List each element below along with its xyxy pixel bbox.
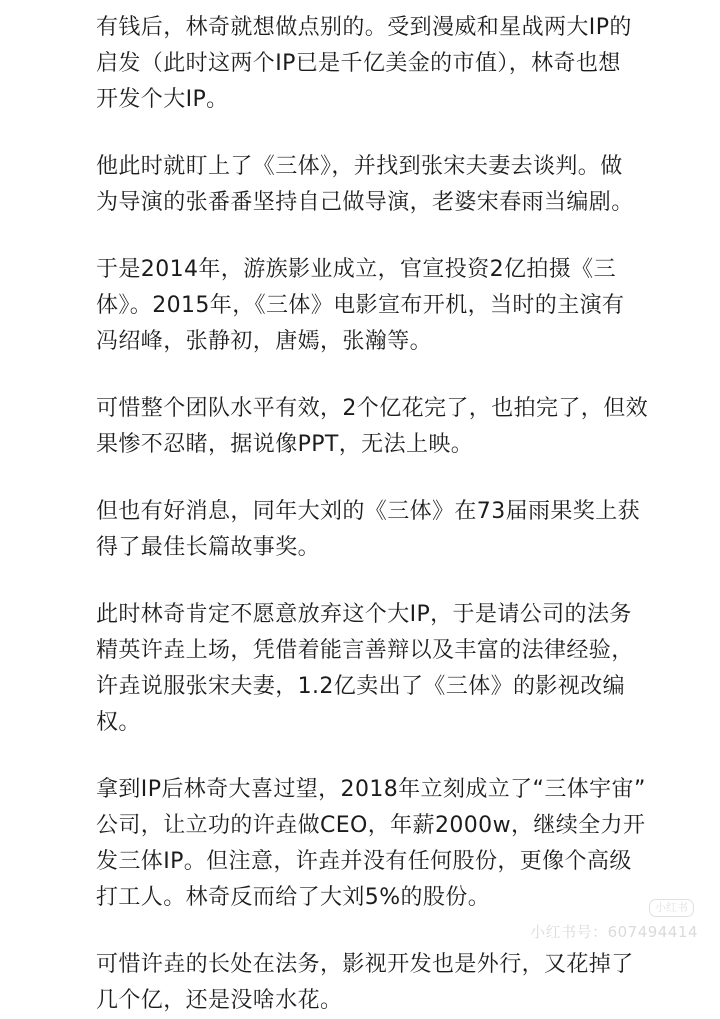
paragraph-3	[96, 252, 636, 360]
text-line: 拿到IP后林奇大喜过望，2018年立刻成立了“三体宇宙”	[96, 777, 646, 802]
text-line: 许垚说服张宋夫妻，1.2亿卖出了《三体》的影视改编	[96, 674, 625, 699]
paragraph-4	[96, 391, 648, 463]
text-line: 此时林奇肯定不愿意放弃这个大IP，于是请公司的法务	[96, 602, 632, 627]
text-line: 发三体IP。但注意，许垚并没有任何股份，更像个高级	[96, 849, 632, 874]
text-line: 于是2014年，游族影业成立，官宣投资2亿拍摄《三	[96, 257, 616, 282]
text-line: 启发（此时这两个IP已是千亿美金的市值），林奇也想	[96, 51, 621, 76]
text-line: 体》。2015年，《三体》电影宣布开机，当时的主演有	[96, 293, 625, 318]
paragraph-1	[96, 10, 636, 118]
text-line: 可惜整个团队水平有效，2个亿花完了，也拍完了，但效	[96, 396, 648, 421]
xiaohongshu-logo-icon: 小红书	[649, 899, 694, 917]
paragraph-5	[96, 494, 640, 566]
watermark-user-id: 小红书号：607494414	[530, 923, 698, 941]
paragraph-8	[96, 947, 636, 1019]
text-line: 开发个大IP。	[96, 87, 229, 112]
text-line: 但也有好消息，同年大刘的《三体》在73届雨果奖上获	[96, 499, 640, 524]
text-line: 打工人。林奇反而给了大刘5%的股份。	[96, 885, 491, 910]
text-line: 为导演的张番番坚持自己做导演，老婆宋春雨当编剧。	[96, 190, 634, 215]
text-line: 几个亿，还是没啥水花。	[96, 988, 343, 1013]
text-line: 精英许垚上场，凭借着能言善辩以及丰富的法律经验，	[96, 638, 634, 663]
text-line: 果惨不忍睹，据说像PPT，无法上映。	[96, 432, 474, 457]
text-line: 他此时就盯上了《三体》，并找到张宋夫妻去谈判。做	[96, 154, 623, 179]
paragraph-6	[96, 597, 636, 741]
xiaohongshu-watermark	[530, 899, 698, 941]
text-line: 权。	[96, 710, 141, 735]
paragraph-2	[96, 149, 636, 221]
paragraph-7	[96, 772, 646, 916]
article-body	[96, 10, 648, 1019]
text-line: 冯绍峰，张静初，唐嫣，张瀚等。	[96, 329, 433, 354]
text-line: 公司，让立功的许垚做CEO，年薪2000w，继续全力开	[96, 813, 646, 838]
text-line: 有钱后，林奇就想做点别的。受到漫威和星战两大IP的	[96, 15, 632, 40]
text-line: 得了最佳长篇故事奖。	[96, 535, 321, 560]
text-line: 可惜许垚的长处在法务，影视开发也是外行，又花掉了	[96, 952, 634, 977]
